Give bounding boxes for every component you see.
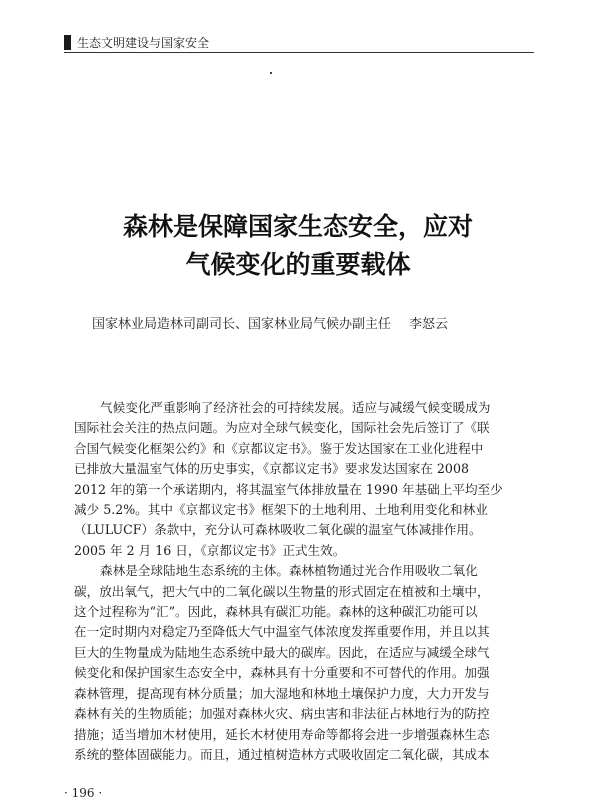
page-number: · 196 · (64, 786, 103, 800)
body-line: 系统的整体固碳能力。而且，通过植树造林方式吸收固定二氧化碳，其成本 (74, 746, 490, 762)
body-line: 2012 年的第一个承诺期内，将其温室气体排放量在 1990 年基础上平均至少 (74, 481, 503, 497)
body-line: （LULUCF）条款中，充分认可森林吸收二氧化碳的温室气体减排作用。 (74, 522, 482, 538)
body-line: 森林有关的生物质能；加强对森林火灾、病虫害和非法征占林地行为的防控 (74, 706, 490, 722)
body-line: 森林是全球陆地生态系统的主体。森林植物通过光合作用吸收二氧化 (100, 563, 478, 579)
body-line: 2005 年 2 月 16 日，《京都议定书》正式生效。 (74, 542, 346, 558)
body-line: 巨大的生物量成为陆地生态系统中最大的碳库。因此，在适应与减缓全球气 (74, 644, 490, 660)
body-line: 在一定时期内对稳定乃至降低大气中温室气体浓度发挥重要作用，并且以其 (74, 624, 490, 640)
print-dot (270, 72, 272, 74)
author-name: 李怒云 (409, 317, 449, 332)
body-line: 碳，放出氧气，把大气中的二氧化碳以生物量的形式固定在植被和土壤中， (74, 583, 490, 599)
article-body (74, 398, 522, 765)
title-line-1: 森林是保障国家生态安全，应对 (122, 212, 473, 241)
title-line-2: 气候变化的重要载体 (185, 250, 411, 279)
author-line (92, 313, 552, 332)
running-header (64, 34, 209, 51)
article-title (0, 208, 596, 284)
body-line: 减少 5.2%。其中《京都议定书》框架下的土地利用、土地利用变化和林业 (74, 502, 488, 518)
body-line: 措施；适当增加木材使用，延长木材使用寿命等都将会进一步增强森林生态 (74, 726, 490, 742)
body-line: 候变化和保护国家生态安全中，森林具有十分重要和不可替代的作用。加强 (74, 665, 490, 681)
body-line: 已排放大量温室气体的历史事实，《京都议定书》要求发达国家在 2008 (74, 461, 469, 477)
body-line: 这个过程称为“汇”。因此，森林具有碳汇功能。森林的这种碳汇功能可以 (74, 604, 478, 620)
body-line: 气候变化严重影响了经济社会的可持续发展。适应与减缓气候变暖成为 (100, 400, 491, 415)
body-line: 国际社会关注的热点问题。为应对全球气候变化，国际社会先后签订了《联 (74, 420, 490, 436)
body-line: 森林管理，提高现有林分质量；加大湿地和林地土壤保护力度，大力开发与 (74, 685, 490, 701)
header-rule (64, 52, 534, 53)
body-line: 合国气候变化框架公约》和《京都议定书》。鉴于发达国家在工业化进程中 (74, 440, 484, 456)
header-marker-bar (64, 35, 71, 50)
author-affiliation: 国家林业局造林司副司长、国家林业局气候办副主任 (92, 317, 392, 332)
running-title: 生态文明建设与国家安全 (77, 36, 210, 50)
